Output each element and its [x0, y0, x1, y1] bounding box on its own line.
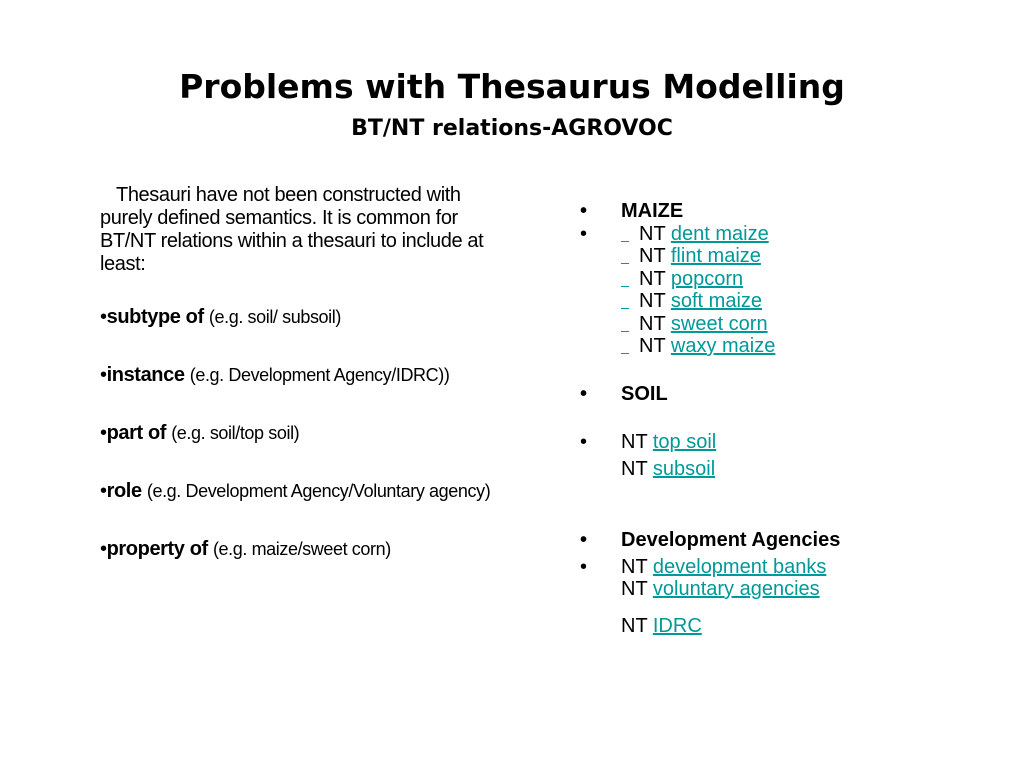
bullet: • [580, 431, 588, 453]
link-development-banks[interactable]: development banks [652, 555, 827, 578]
soil-heading [580, 383, 1000, 406]
nt-prefix: NT [639, 335, 666, 357]
link-flint-maize[interactable]: flint maize [670, 245, 761, 267]
relation-example: (e.g. soil/top soil) [171, 423, 300, 443]
link-voluntary-agencies[interactable]: voluntary agencies [652, 578, 820, 600]
link-underline [621, 290, 629, 309]
nt-row [580, 615, 1000, 638]
nt-prefix: NT [639, 312, 666, 335]
relation-term: role [106, 480, 142, 502]
relation-example: (e.g. soil/ subsoil) [208, 307, 341, 327]
link-soft-maize[interactable]: soft maize [670, 290, 763, 312]
nt-prefix: NT [621, 578, 648, 600]
slide-title: Problems with Thesaurus Modelling [179, 67, 845, 106]
link-underline [621, 335, 629, 354]
relation-example: (e.g. maize/sweet corn) [212, 539, 391, 559]
slide-subtitle: BT/NT relations-AGROVOC [351, 116, 673, 141]
link-underline [621, 245, 629, 264]
nt-prefix: NT [621, 614, 648, 637]
link-sweet-corn[interactable]: sweet corn [670, 312, 768, 335]
nt-prefix: NT [639, 245, 666, 267]
maize-narrower-list [580, 223, 1000, 358]
maize-heading [580, 200, 1000, 223]
right-column [580, 200, 1000, 637]
nt-row [621, 245, 1000, 268]
link-waxy-maize[interactable]: waxy maize [670, 335, 776, 357]
nt-row [621, 290, 1000, 313]
nt-prefix: NT [639, 290, 666, 312]
left-column [100, 184, 492, 596]
relation-example: (e.g. Development Agency/IDRC)) [189, 365, 450, 385]
nt-prefix: NT [621, 555, 648, 578]
link-dent-maize[interactable]: dent maize [670, 222, 769, 245]
link-underline [621, 313, 629, 332]
agencies-heading [580, 529, 1000, 552]
nt-row [580, 458, 1000, 481]
intro-paragraph: Thesauri have not been constructed with purely defined semantics. It is common for BT/NT relations within a thesauri to include at least: [100, 184, 484, 275]
nt-row [621, 431, 1000, 454]
link-popcorn[interactable]: popcorn [670, 267, 744, 290]
relation-item-role [100, 480, 492, 503]
bullet: • [580, 222, 588, 245]
bullet: • [580, 529, 588, 551]
nt-row [621, 335, 1000, 358]
heading-text: MAIZE [621, 200, 684, 222]
relation-item-subtype [100, 306, 492, 329]
heading-text: SOIL [621, 382, 668, 405]
agencies-narrower-list [580, 556, 1000, 601]
nt-row [621, 578, 1000, 601]
bullet: • [580, 200, 588, 222]
bullet: • [100, 364, 107, 386]
relation-item-instance [100, 364, 492, 387]
nt-row [621, 556, 1000, 579]
nt-row [621, 268, 1000, 291]
relation-item-property-of [100, 538, 492, 561]
nt-prefix: NT [621, 457, 648, 480]
relation-term: property of [106, 538, 208, 560]
nt-prefix: NT [639, 267, 666, 290]
link-underline [621, 223, 629, 242]
bullet: • [100, 480, 107, 502]
soil-narrower-list [580, 431, 1000, 454]
link-underline [621, 268, 629, 287]
bullet: • [100, 538, 107, 560]
link-idrc[interactable]: IDRC [652, 614, 702, 637]
bullet: • [580, 555, 588, 578]
nt-row [621, 223, 1000, 246]
relation-term: subtype of [106, 306, 204, 328]
relation-term: part of [106, 422, 167, 444]
link-top-soil[interactable]: top soil [652, 431, 717, 453]
link-subsoil[interactable]: subsoil [652, 457, 716, 480]
heading-text: Development Agencies [621, 529, 841, 551]
relation-example: (e.g. Development Agency/Voluntary agency) [146, 481, 491, 501]
bullet: • [100, 422, 107, 444]
relation-item-part-of [100, 422, 492, 445]
nt-row [621, 313, 1000, 336]
bullet: • [580, 382, 588, 405]
bullet: • [100, 306, 107, 328]
relation-term: instance [106, 364, 185, 386]
nt-prefix: NT [639, 222, 666, 245]
nt-prefix: NT [621, 431, 648, 453]
